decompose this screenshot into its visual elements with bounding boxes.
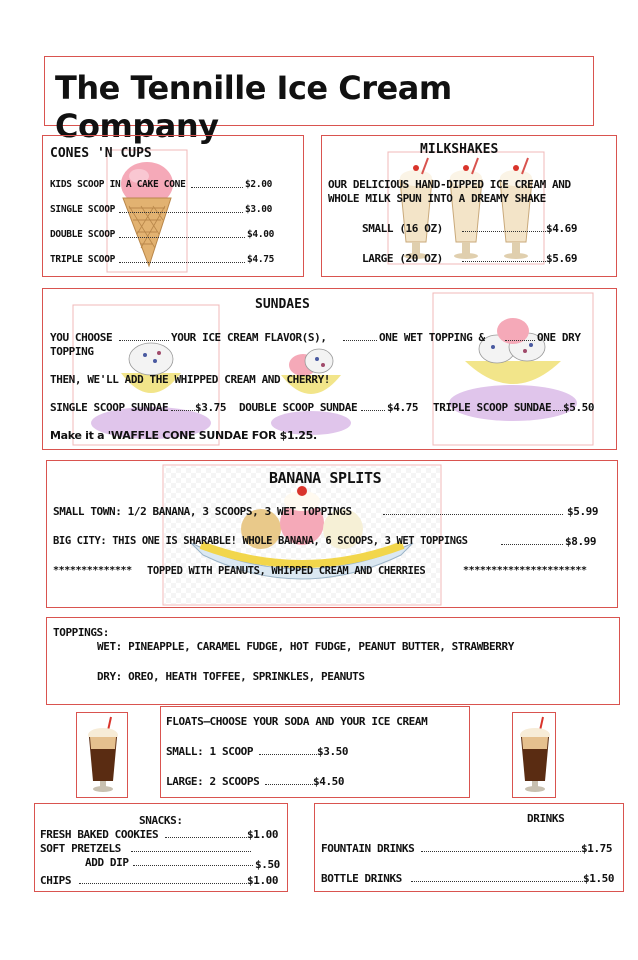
sundae-item-price: $4.75: [387, 401, 419, 414]
cone-item-label: DOUBLE SCOOP: [50, 229, 116, 240]
dot-leader: [259, 747, 317, 755]
dot-leader: [133, 858, 253, 866]
dot-leader: [119, 333, 169, 341]
snack-item-label: ADD DIP: [85, 856, 129, 869]
snack-item-price: $1.00: [247, 874, 279, 887]
shake-item-label: SMALL (16 OZ): [362, 222, 443, 235]
snack-item-price: $.50: [255, 858, 280, 871]
split-item-price: $5.99: [567, 505, 599, 518]
dot-leader: [119, 255, 245, 263]
float-item-label: LARGE: 2 SCOOPS: [166, 775, 260, 788]
float-item-price: $3.50: [317, 745, 349, 758]
banana-splits-heading: BANANA SPLITS: [269, 469, 382, 487]
dot-leader: [343, 333, 377, 341]
banana-splits-section: [46, 460, 618, 608]
split-item-label: BIG CITY: THIS ONE IS SHARABLE! WHOLE BANANA, 6 SCOOPS, 3 WET TOPPINGS: [53, 535, 468, 547]
dot-leader: [553, 403, 563, 411]
cone-item-price: $4.00: [247, 229, 275, 240]
dot-leader: [421, 844, 581, 852]
toppings-section: [46, 617, 620, 705]
dot-leader: [462, 254, 546, 262]
floats-heading: FLOATS—CHOOSE YOUR SODA AND YOUR ICE CREAM: [166, 715, 428, 728]
split-stars: **********************: [463, 565, 587, 576]
snacks-heading: SNACKS:: [139, 814, 183, 827]
split-item-price: $8.99: [565, 535, 597, 548]
cone-item-label: TRIPLE SCOOP: [50, 254, 116, 265]
sundaes-section: [42, 288, 617, 450]
dot-leader: [383, 507, 563, 515]
sundae-item-price: $3.75: [195, 401, 227, 414]
sundae-text: YOU CHOOSE: [50, 331, 113, 344]
sundae-item-label: SINGLE SCOOP SUNDAE: [50, 401, 169, 414]
split-item-label: SMALL TOWN: 1/2 BANANA, 3 SCOOPS, 3 WET TOPPINGS: [53, 505, 352, 518]
drinks-section: [314, 803, 624, 892]
milkshakes-desc: OUR DELICIOUS HAND-DIPPED ICE CREAM AND: [328, 178, 571, 191]
dot-leader: [265, 777, 313, 785]
dot-leader: [501, 537, 563, 545]
sundae-text: YOUR ICE CREAM FLAVOR(S),: [171, 331, 327, 344]
drink-item-price: $1.50: [583, 872, 615, 885]
shake-item-price: $4.69: [546, 222, 578, 235]
milkshakes-heading: MILKSHAKES: [420, 142, 499, 157]
cone-item-price: $4.75: [247, 254, 275, 265]
dot-leader: [165, 830, 247, 838]
dot-leader: [119, 230, 245, 238]
cones-heading: CONES 'N CUPS: [50, 146, 152, 161]
shake-item-price: $5.69: [546, 252, 578, 265]
toppings-wet: WET: PINEAPPLE, CARAMEL FUDGE, HOT FUDGE, PEANUT BUTTER, STRAWBERRY: [97, 640, 514, 653]
dot-leader: [462, 224, 546, 232]
toppings-dry: DRY: OREO, HEATH TOFFEE, SPRINKLES, PEANUTS: [97, 670, 365, 683]
dot-leader: [411, 874, 583, 882]
dot-leader: [79, 876, 247, 884]
snack-item-label: CHIPS: [40, 874, 72, 887]
drink-item-label: FOUNTAIN DRINKS: [321, 842, 415, 855]
dot-leader: [119, 205, 243, 213]
milkshakes-section: [321, 135, 617, 277]
dot-leader: [505, 333, 535, 341]
dot-leader: [361, 403, 385, 411]
milkshake-glasses-icon: [386, 150, 546, 266]
snacks-section: [34, 803, 288, 892]
cone-item-label: KIDS SCOOP IN A CAKE CONE: [50, 179, 186, 190]
waffle-cone-note: Make it a 'WAFFLE CONE SUNDAE FOR $1.25.: [50, 429, 317, 442]
sundae-text: ONE DRY: [537, 331, 581, 344]
float-image-left: [76, 712, 128, 798]
title-box: [44, 56, 594, 145]
float-item-price: $4.50: [313, 775, 345, 788]
root-beer-float-icon: [81, 715, 125, 795]
split-topped-note: TOPPED WITH PEANUTS, WHIPPED CREAM AND CHERRIES: [147, 565, 426, 577]
split-stars: **************: [53, 565, 132, 576]
sundae-cup-icon: [431, 291, 595, 447]
sundae-item-label: TRIPLE SCOOP SUNDAE: [433, 401, 552, 414]
float-image-right: [512, 712, 556, 798]
floats-section: [160, 706, 470, 798]
sundae-item-price: $5.50: [563, 401, 595, 414]
float-item-label: SMALL: 1 SCOOP: [166, 745, 254, 758]
root-beer-float-icon: [513, 715, 557, 795]
cone-item-price: $2.00: [245, 179, 273, 190]
shake-item-label: LARGE (20 OZ): [362, 252, 443, 265]
snack-item-label: SOFT PRETZELS: [40, 842, 121, 855]
cone-item-label: SINGLE SCOOP: [50, 204, 116, 215]
page-title: The Tennille Ice Cream Company: [55, 69, 452, 145]
milkshakes-desc: WHOLE MILK SPUN INTO A DREAMY SHAKE: [328, 192, 546, 205]
sundaes-heading: SUNDAES: [255, 297, 310, 312]
drink-item-label: BOTTLE DRINKS: [321, 872, 402, 885]
sundae-text: TOPPING: [50, 345, 94, 358]
snack-item-price: $1.00: [247, 828, 279, 841]
dot-leader: [191, 180, 243, 188]
dot-leader: [171, 403, 195, 411]
snack-item-label: FRESH BAKED COOKIES: [40, 828, 159, 841]
drink-item-price: $1.75: [581, 842, 613, 855]
toppings-heading: TOPPINGS:: [53, 626, 110, 639]
drinks-heading: DRINKS: [527, 812, 565, 825]
cones-section: [42, 135, 304, 277]
cone-item-price: $3.00: [245, 204, 273, 215]
dot-leader: [131, 844, 251, 852]
sundae-text: THEN, WE'LL ADD THE WHIPPED CREAM AND CHERRY!: [50, 373, 331, 386]
sundae-item-label: DOUBLE SCOOP SUNDAE: [239, 401, 358, 414]
sundae-text: ONE WET TOPPING &: [379, 331, 485, 344]
